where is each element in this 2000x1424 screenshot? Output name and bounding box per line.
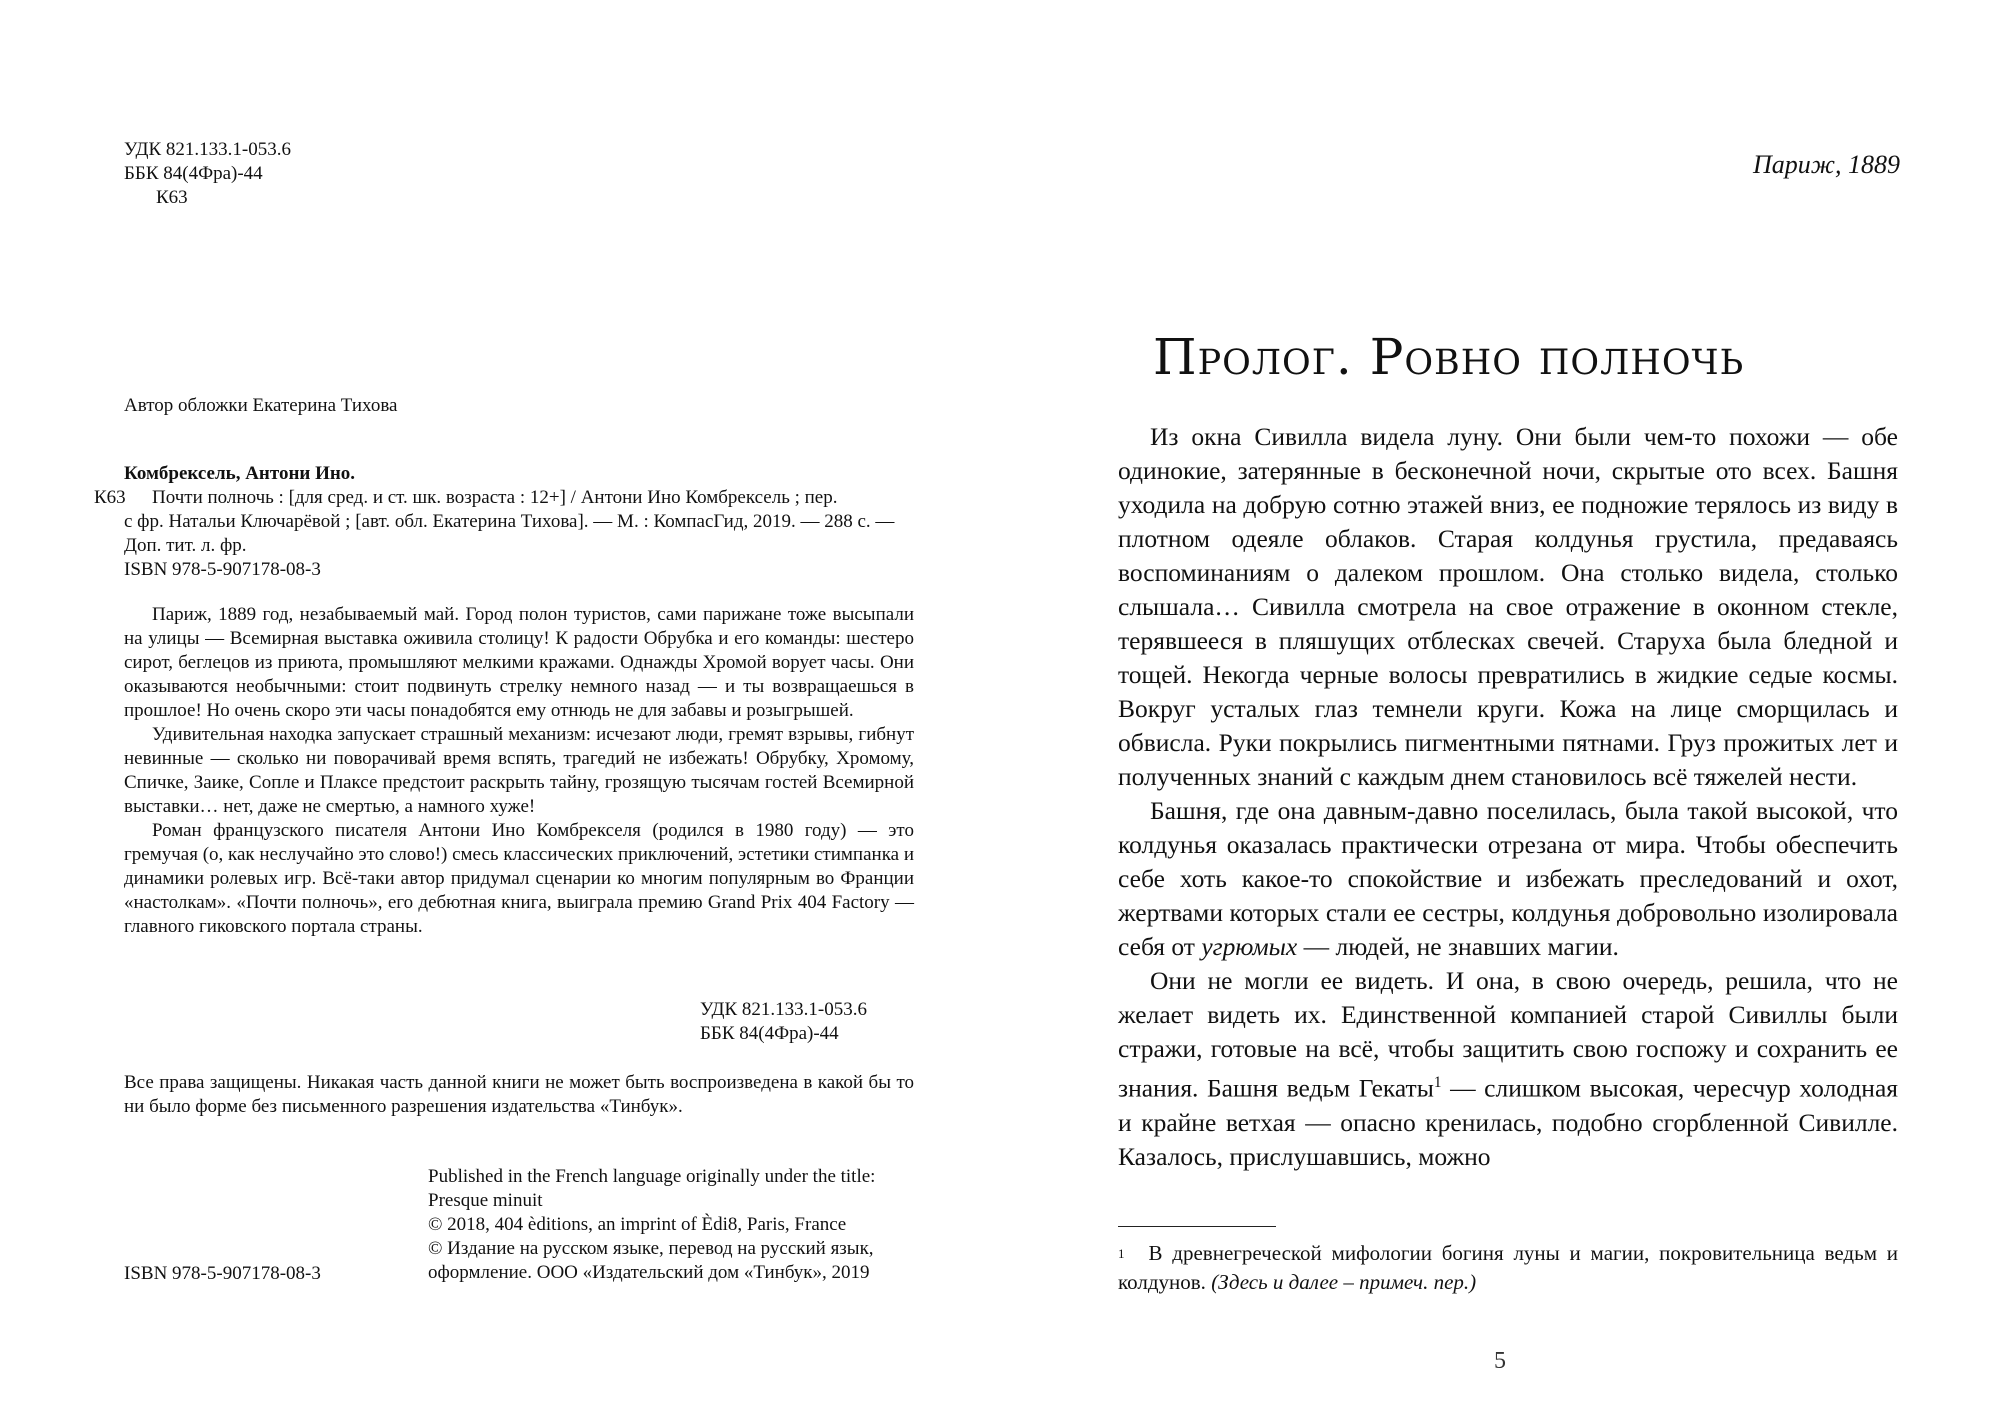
body-paragraph: Они не могли ее видеть. И она, в свою очередь, решила, что не желает видеть их. Единственной компанией старой Сивиллы были стражи, готовые на всё, чтобы защитить свою госпожу и сохранить ее знания. Башня ведьм Гекаты$^1$ — слишком высокая, чересчур холодная и крайне ветхая — опасно кренилась, подобно сгорбленной Сивилле. Казалось, прислушавшись, можно [1118,966,1898,1171]
footnote-mark: 1 [1118,1246,1125,1261]
annotation-paragraph: Роман французского писателя Антони Ино Комбрекселя (родился в 1980 году) — это гремучая (о, как неслучайно это слово!) смесь классических приключений, эстетики стимпанка и динамики ролевых игр. Всё-таки автор придумал сценарии ко многим популярным во Франции «настолкам». «Почти полночь», его дебютная книга, выиграла премию Grand Prix 404 Factory — главного гиковского портала страны. [124,820,914,937]
right-page [1000,0,2000,1424]
body-text [1118,420,1898,1174]
catalog-isbn: ISBN 978-5-907178-08-3 [124,559,321,580]
body-paragraph: Из окна Сивилла видела луну. Они были чем-то похожи — обе одинокие, затерянные в бесконечной ночи, скрытые ото всех. Башня уходила на добрую сотню этажей вниз, ее подножие терялось из виду в плотном одеяле облаков. Старая колдунья грустила, предаваясь воспоминаниям о далеком прошлом. Она столько видела, столько слышала… Сивилла смотрела на свое отражение в оконном стекле, терявшееся в пляшущих отблесках свечей. Старуха была бледной и тощей. Некогда черные волосы превратились в жидкие седые космы. Вокруг усталых глаз темнели круги. Кожа на лице сморщилась и обвисла. Руки покрылись пигментными пятнами. Груз прожитых лет и полученных знаний с каждым днем становилось всё тяжелей нести. [1118,422,1898,791]
rights-notice: Все права защищены. Никакая часть данной книги не может быть воспроизведена в какой бы то ни было форме без письменного разрешения издательства «Тинбук». [124,1072,914,1117]
footnote-divider [1118,1226,1276,1227]
catalog-k63: К63 [94,487,126,508]
bbk-line: ББК 84(4Фра)-44 [700,1023,839,1044]
published-line: Published in the French language originally under the title: [428,1166,876,1187]
bbk-line: ББК 84(4Фра)-44 [124,163,263,184]
catalog-author: Комбрексель, Антони Ино. [124,463,356,484]
body-paragraph: Башня, где она давным-давно поселилась, была такой высокой, что колдунья оказалась практически отрезана от мира. Чтобы обеспечить себе хоть какое-то спокойствие и избежать преследований и охот, жертвами которых стали ее сестры, колдунья добровольно изолировала себя от угрюмых — людей, не знавших магии. [1118,796,1898,961]
footnote-text: В древнегреческой мифологии богиня луны и магии, покровительница ведьм и колдунов. [1118,1241,1898,1294]
cover-author: Автор обложки Екатерина Тихова [124,395,398,416]
udk-footer [700,998,914,1046]
udk-line: УДК 821.133.1-053.6 [124,139,291,160]
footnote-ref[interactable]: 1 [1433,1074,1442,1091]
isbn: ISBN 978-5-907178-08-3 [124,1263,321,1284]
published-line: © 2018, 404 èditions, an imprint of Èdi8, Paris, France [428,1214,847,1235]
footnote [1118,1239,1898,1297]
published-line: Presque minuit [428,1190,543,1211]
italic-term: угрюмых [1201,932,1298,961]
annotation [124,603,914,939]
published-line: © Издание на русском языке, перевод на русский язык, [428,1238,874,1259]
catalog-entry [94,462,914,582]
place-date: Париж, 1889 [1753,150,1900,179]
catalog-line: с фр. Натальи Ключарёвой ; [авт. обл. Екатерина Тихова]. — М. : КомпасГид, 2019. — 288 с. — [124,511,895,532]
published-line: оформление. ООО «Издательский дом «Тинбук», 2019 [428,1262,870,1283]
udk-header [124,138,291,210]
catalog-line: Доп. тит. л. фр. [124,535,247,556]
udk-line: УДК 821.133.1-053.6 [700,999,867,1020]
footnote-italic: (Здесь и далее – примеч. пер.) [1211,1270,1477,1294]
page-number: 5 [1494,1348,1506,1374]
annotation-paragraph: Удивительная находка запускает страшный механизм: исчезают люди, гремят взрывы, гибнут невинные — сколько ни поворачивай время вспять, трагедий не избежать! Обрубку, Хромому, Спичке, Заике, Сопле и Плаксе предстоит раскрыть тайну, грозящую тысячам гостей Всемирной выставки… нет, даже не смертью, а намного хуже! [124,724,914,817]
annotation-paragraph: Париж, 1889 год, незабываемый май. Город полон туристов, сами парижане тоже высыпали на улицы — Всемирная выставка оживила столицу! К радости Обрубка и его команды: шестеро сирот, беглецов из приюта, промышляют мелкими кражами. Однажды Хромой ворует часы. Они оказываются необычными: стоит подвинуть стрелку немного назад — и ты возвращаешься в прошлое! Но очень скоро эти часы понадобятся ему отнюдь не для забавы и розыгрышей. [124,604,914,721]
published-info [428,1165,918,1285]
catalog-line: Почти полночь : [для сред. и ст. шк. возраста : 12+] / Антони Ино Комбрексель ; пер. [152,487,838,508]
chapter-title: Пролог. Ровно полночь [1153,328,1745,386]
author-mark: К63 [156,187,188,208]
